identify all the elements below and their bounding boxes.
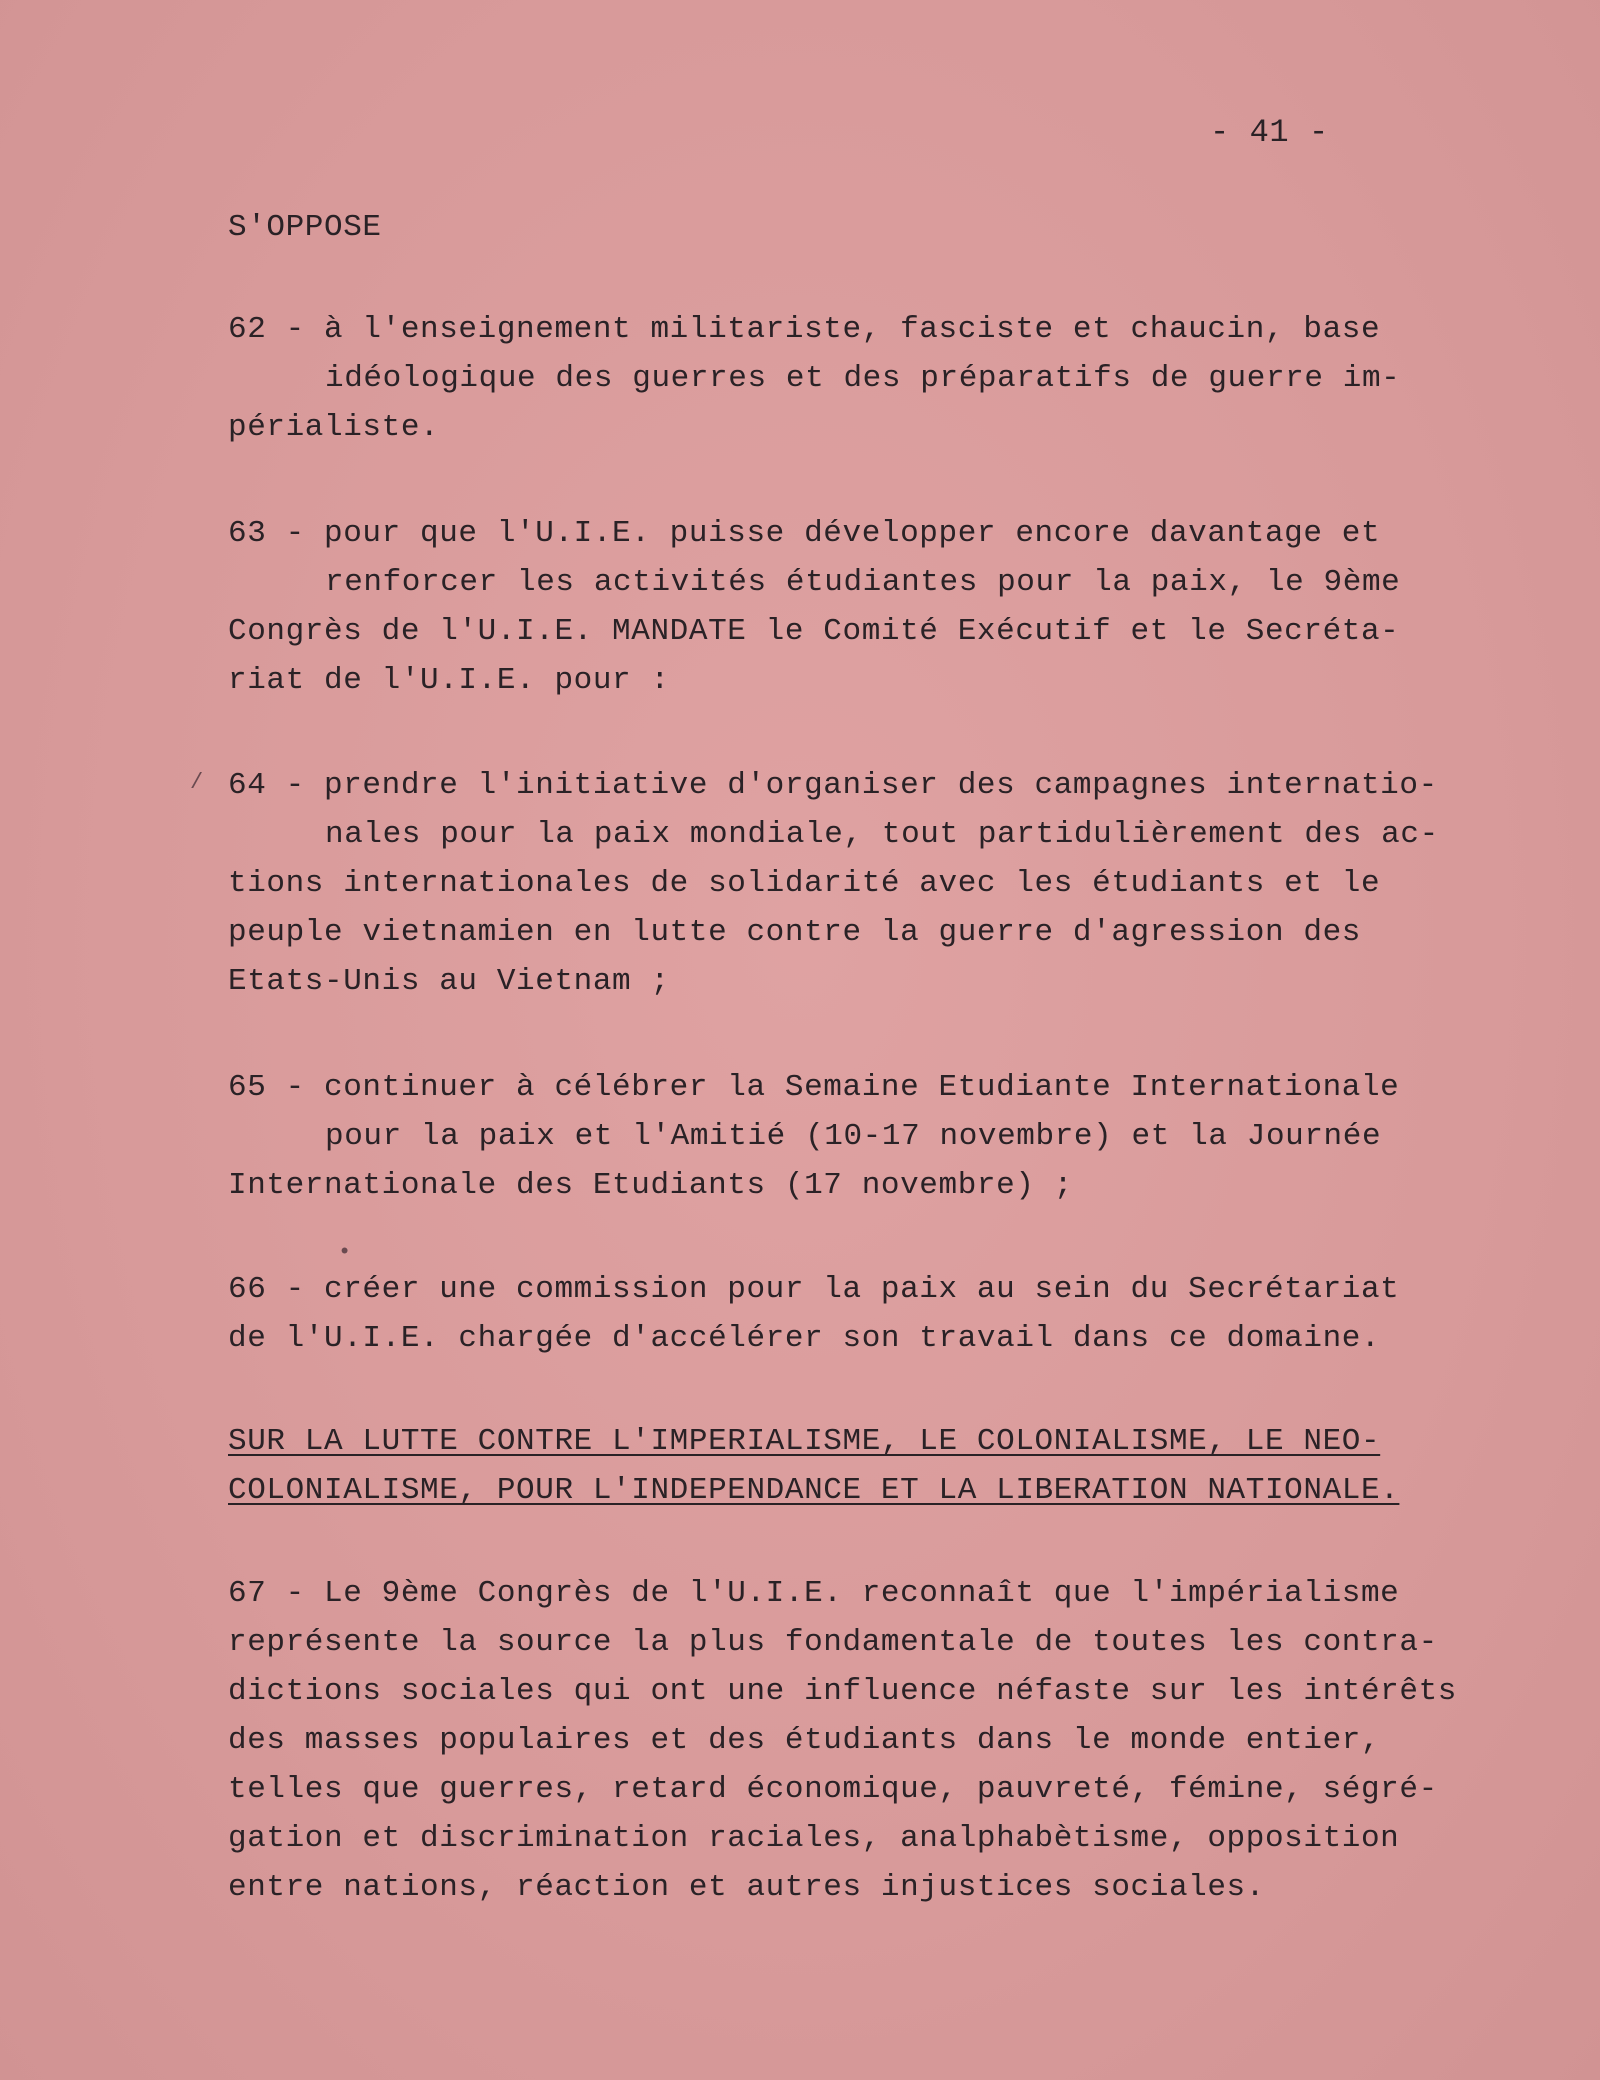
- paragraph-line: représente la source la plus fondamentale de toutes les contra-: [228, 1625, 1438, 1660]
- paragraph-line: riat de l'U.I.E. pour :: [228, 663, 670, 698]
- page-number: - 41 -: [1210, 114, 1329, 151]
- paragraph-line: idéologique des guerres et des préparatifs de guerre im-: [325, 361, 1401, 396]
- paragraph-line: de l'U.I.E. chargée d'accélérer son travail dans ce domaine.: [228, 1321, 1381, 1356]
- paragraph-line: gation et discrimination raciales, analphabètisme, opposition: [228, 1821, 1400, 1856]
- paragraph-line: Internationale des Etudiants (17 novembre) ;: [228, 1168, 1073, 1203]
- paragraph-line: Etats-Unis au Vietnam ;: [228, 964, 670, 999]
- paragraph-line: telles que guerres, retard économique, pauvreté, fémine, ségré-: [228, 1772, 1438, 1807]
- ink-speck: •: [338, 1240, 352, 1265]
- paragraph-line: 62 - à l'enseignement militariste, fasciste et chaucin, base: [228, 312, 1381, 347]
- section-verb-heading: S'OPPOSE: [228, 210, 382, 245]
- paragraph-line: 64 - prendre l'initiative d'organiser des campagnes internatio-: [228, 768, 1438, 803]
- paragraph-line: périaliste.: [228, 410, 440, 445]
- section-heading-line: SUR LA LUTTE CONTRE L'IMPERIALISME, LE COLONIALISME, LE NEO-: [228, 1424, 1381, 1459]
- paragraph-line: 66 - créer une commission pour la paix au sein du Secrétariat: [228, 1272, 1400, 1307]
- paragraph-line: 65 - continuer à célébrer la Semaine Etudiante Internationale: [228, 1070, 1400, 1105]
- paragraph-line: tions internationales de solidarité avec les étudiants et le: [228, 866, 1381, 901]
- paragraph-line: peuple vietnamien en lutte contre la guerre d'agression des: [228, 915, 1361, 950]
- margin-mark: /: [190, 770, 204, 795]
- paragraph-line: 63 - pour que l'U.I.E. puisse développer encore davantage et: [228, 516, 1381, 551]
- paragraph-line: dictions sociales qui ont une influence néfaste sur les intérêts: [228, 1674, 1457, 1709]
- paragraph-line: nales pour la paix mondiale, tout partidulièrement des ac-: [325, 817, 1439, 852]
- paragraph-line: Congrès de l'U.I.E. MANDATE le Comité Exécutif et le Secréta-: [228, 614, 1400, 649]
- paragraph-line: renforcer les activités étudiantes pour la paix, le 9ème: [325, 565, 1401, 600]
- paragraph-line: des masses populaires et des étudiants dans le monde entier,: [228, 1723, 1381, 1758]
- paragraph-line: entre nations, réaction et autres injustices sociales.: [228, 1870, 1265, 1905]
- paragraph-line: 67 - Le 9ème Congrès de l'U.I.E. reconnaît que l'impérialisme: [228, 1576, 1400, 1611]
- paragraph-line: pour la paix et l'Amitié (10-17 novembre) et la Journée: [325, 1119, 1382, 1154]
- section-heading-line: COLONIALISME, POUR L'INDEPENDANCE ET LA LIBERATION NATIONALE.: [228, 1473, 1400, 1508]
